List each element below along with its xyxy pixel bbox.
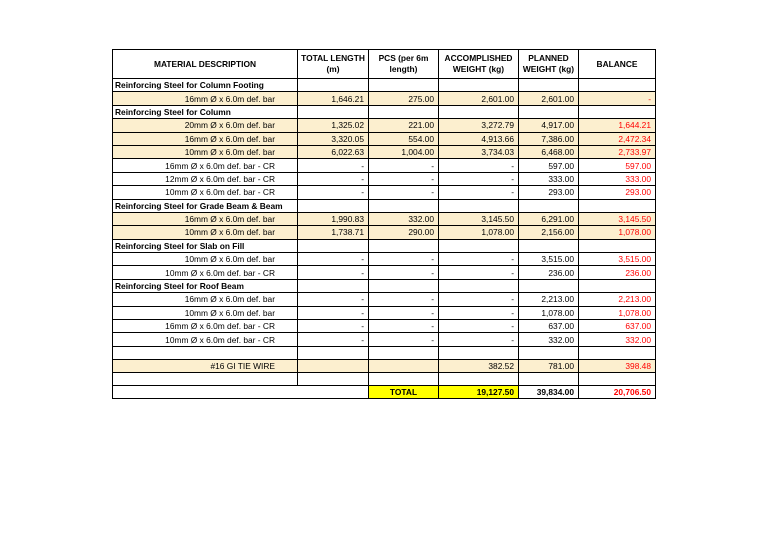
empty-cell <box>298 239 369 252</box>
header-total-length: TOTAL LENGTH (m) <box>298 50 369 79</box>
item-accomplished-weight: - <box>439 306 519 319</box>
empty-cell <box>369 199 439 212</box>
item-total-length: 1,990.83 <box>298 212 369 225</box>
item-pcs: - <box>369 293 439 306</box>
item-planned-weight: 2,156.00 <box>519 226 579 239</box>
table-row <box>113 119 656 132</box>
table-row <box>113 226 656 239</box>
item-planned-weight: 2,213.00 <box>519 293 579 306</box>
table-row <box>113 266 656 279</box>
empty-cell <box>519 105 579 118</box>
empty-cell <box>369 79 439 92</box>
table-body <box>113 79 656 386</box>
total-balance: 20,706.50 <box>579 386 656 399</box>
item-balance: 333.00 <box>579 172 656 185</box>
empty-cell <box>298 105 369 118</box>
header-accomplished-weight: ACCOMPLISHED WEIGHT (kg) <box>439 50 519 79</box>
total-accomplished: 19,127.50 <box>439 386 519 399</box>
item-pcs: - <box>369 172 439 185</box>
total-empty-1 <box>113 386 298 399</box>
empty-cell <box>439 199 519 212</box>
empty-cell <box>369 239 439 252</box>
item-accomplished-weight: 4,913.66 <box>439 132 519 145</box>
item-accomplished-weight: - <box>439 293 519 306</box>
item-pcs: - <box>369 159 439 172</box>
item-total-length: - <box>298 172 369 185</box>
item-planned-weight: 4,917.00 <box>519 119 579 132</box>
table-row <box>113 359 656 372</box>
item-total-length: 1,325.02 <box>298 119 369 132</box>
item-balance: 236.00 <box>579 266 656 279</box>
category-row <box>113 199 656 212</box>
table-row <box>113 172 656 185</box>
item-planned-weight: 6,291.00 <box>519 212 579 225</box>
item-pcs: 290.00 <box>369 226 439 239</box>
empty-cell <box>519 239 579 252</box>
item-pcs: - <box>369 266 439 279</box>
item-description: 20mm Ø x 6.0m def. bar <box>113 119 298 132</box>
total-label: TOTAL <box>369 386 439 399</box>
empty-cell <box>579 199 656 212</box>
table-row <box>113 132 656 145</box>
header-balance: BALANCE <box>579 50 656 79</box>
item-balance: 332.00 <box>579 333 656 346</box>
item-total-length: - <box>298 186 369 199</box>
item-description: 16mm Ø x 6.0m def. bar <box>113 92 298 105</box>
item-planned-weight: 597.00 <box>519 159 579 172</box>
item-balance: 3,145.50 <box>579 212 656 225</box>
item-description: 16mm Ø x 6.0m def. bar <box>113 293 298 306</box>
item-accomplished-weight: 382.52 <box>439 359 519 372</box>
empty-cell <box>439 79 519 92</box>
category-row <box>113 239 656 252</box>
table-row <box>113 212 656 225</box>
item-total-length: - <box>298 306 369 319</box>
empty-cell <box>298 79 369 92</box>
item-description: 12mm Ø x 6.0m def. bar - CR <box>113 172 298 185</box>
item-description: 10mm Ø x 6.0m def. bar - CR <box>113 333 298 346</box>
table-row <box>113 293 656 306</box>
item-description: 10mm Ø x 6.0m def. bar - CR <box>113 266 298 279</box>
header-pcs: PCS (per 6m length) <box>369 50 439 79</box>
item-balance: 3,515.00 <box>579 253 656 266</box>
item-planned-weight: 637.00 <box>519 320 579 333</box>
item-description: 10mm Ø x 6.0m def. bar <box>113 253 298 266</box>
empty-cell <box>439 239 519 252</box>
item-pcs: - <box>369 306 439 319</box>
total-planned: 39,834.00 <box>519 386 579 399</box>
category-row <box>113 279 656 292</box>
item-total-length: - <box>298 293 369 306</box>
item-balance: 2,733.97 <box>579 145 656 158</box>
item-total-length: - <box>298 333 369 346</box>
table-row <box>113 186 656 199</box>
category-label: Reinforcing Steel for Column <box>113 105 298 118</box>
material-summary-table <box>112 49 656 399</box>
empty-cell <box>369 105 439 118</box>
item-total-length: - <box>298 253 369 266</box>
item-balance: 2,472.34 <box>579 132 656 145</box>
item-description: 16mm Ø x 6.0m def. bar - CR <box>113 159 298 172</box>
item-pcs <box>369 359 439 372</box>
item-planned-weight: 2,601.00 <box>519 92 579 105</box>
empty-cell <box>298 279 369 292</box>
empty-cell <box>298 373 369 386</box>
item-accomplished-weight: 3,145.50 <box>439 212 519 225</box>
category-label: Reinforcing Steel for Roof Beam <box>113 279 298 292</box>
item-total-length: 3,320.05 <box>298 132 369 145</box>
table-row <box>113 333 656 346</box>
category-label: Reinforcing Steel for Slab on Fill <box>113 239 298 252</box>
item-planned-weight: 6,468.00 <box>519 145 579 158</box>
item-balance: 398.48 <box>579 359 656 372</box>
item-description: 10mm Ø x 6.0m def. bar <box>113 226 298 239</box>
item-pcs: 332.00 <box>369 212 439 225</box>
item-planned-weight: 333.00 <box>519 172 579 185</box>
item-balance: 597.00 <box>579 159 656 172</box>
item-pcs: 275.00 <box>369 92 439 105</box>
item-accomplished-weight: - <box>439 159 519 172</box>
item-accomplished-weight: 1,078.00 <box>439 226 519 239</box>
empty-cell <box>579 346 656 359</box>
item-balance: 293.00 <box>579 186 656 199</box>
item-accomplished-weight: 3,272.79 <box>439 119 519 132</box>
item-description: 10mm Ø x 6.0m def. bar <box>113 145 298 158</box>
item-accomplished-weight: - <box>439 266 519 279</box>
empty-cell <box>369 373 439 386</box>
item-total-length: 1,738.71 <box>298 226 369 239</box>
category-label: Reinforcing Steel for Column Footing <box>113 79 298 92</box>
empty-cell <box>579 239 656 252</box>
item-pcs: 1,004.00 <box>369 145 439 158</box>
item-planned-weight: 7,386.00 <box>519 132 579 145</box>
table-row <box>113 306 656 319</box>
item-description: 10mm Ø x 6.0m def. bar - CR <box>113 186 298 199</box>
empty-cell <box>439 373 519 386</box>
item-planned-weight: 3,515.00 <box>519 253 579 266</box>
empty-cell <box>369 346 439 359</box>
empty-cell <box>579 373 656 386</box>
item-description: 10mm Ø x 6.0m def. bar <box>113 306 298 319</box>
item-accomplished-weight: 2,601.00 <box>439 92 519 105</box>
item-pcs: 221.00 <box>369 119 439 132</box>
table-row <box>113 253 656 266</box>
empty-cell <box>579 279 656 292</box>
category-row <box>113 79 656 92</box>
empty-cell <box>298 346 369 359</box>
item-pcs: - <box>369 186 439 199</box>
item-description: 16mm Ø x 6.0m def. bar <box>113 212 298 225</box>
total-empty-2 <box>298 386 369 399</box>
category-label: Reinforcing Steel for Grade Beam & Beam <box>113 199 298 212</box>
item-pcs: - <box>369 253 439 266</box>
header-planned-weight: PLANNED WEIGHT (kg) <box>519 50 579 79</box>
item-balance: 1,644.21 <box>579 119 656 132</box>
item-total-length: - <box>298 320 369 333</box>
item-description: 16mm Ø x 6.0m def. bar <box>113 132 298 145</box>
item-planned-weight: 236.00 <box>519 266 579 279</box>
header-material-description: MATERIAL DESCRIPTION <box>113 50 298 79</box>
empty-cell <box>579 105 656 118</box>
empty-cell <box>519 199 579 212</box>
empty-cell <box>439 346 519 359</box>
item-accomplished-weight: - <box>439 253 519 266</box>
item-description: 16mm Ø x 6.0m def. bar - CR <box>113 320 298 333</box>
empty-cell <box>519 279 579 292</box>
total-row <box>113 386 656 399</box>
empty-cell <box>113 373 298 386</box>
item-total-length: 6,022.63 <box>298 145 369 158</box>
empty-cell <box>439 105 519 118</box>
empty-cell <box>369 279 439 292</box>
item-total-length: 1,646.21 <box>298 92 369 105</box>
item-planned-weight: 1,078.00 <box>519 306 579 319</box>
table-row <box>113 145 656 158</box>
item-planned-weight: 293.00 <box>519 186 579 199</box>
item-balance: 1,078.00 <box>579 226 656 239</box>
item-pcs: - <box>369 333 439 346</box>
item-total-length <box>298 359 369 372</box>
header-row <box>113 50 656 79</box>
empty-cell <box>439 279 519 292</box>
item-planned-weight: 781.00 <box>519 359 579 372</box>
item-accomplished-weight: - <box>439 333 519 346</box>
item-balance: 637.00 <box>579 320 656 333</box>
item-pcs: 554.00 <box>369 132 439 145</box>
item-total-length: - <box>298 159 369 172</box>
spacer-row <box>113 346 656 359</box>
empty-cell <box>519 79 579 92</box>
item-balance: 1,078.00 <box>579 306 656 319</box>
item-pcs: - <box>369 320 439 333</box>
spacer-row <box>113 373 656 386</box>
item-accomplished-weight: 3,734.03 <box>439 145 519 158</box>
empty-cell <box>298 199 369 212</box>
item-balance: - <box>579 92 656 105</box>
category-row <box>113 105 656 118</box>
item-accomplished-weight: - <box>439 320 519 333</box>
item-total-length: - <box>298 266 369 279</box>
item-accomplished-weight: - <box>439 186 519 199</box>
item-accomplished-weight: - <box>439 172 519 185</box>
empty-cell <box>519 373 579 386</box>
empty-cell <box>113 346 298 359</box>
empty-cell <box>519 346 579 359</box>
item-balance: 2,213.00 <box>579 293 656 306</box>
table-row <box>113 320 656 333</box>
table-row <box>113 159 656 172</box>
table-row <box>113 92 656 105</box>
empty-cell <box>579 79 656 92</box>
item-planned-weight: 332.00 <box>519 333 579 346</box>
item-description: #16 GI TIE WIRE <box>113 359 298 372</box>
